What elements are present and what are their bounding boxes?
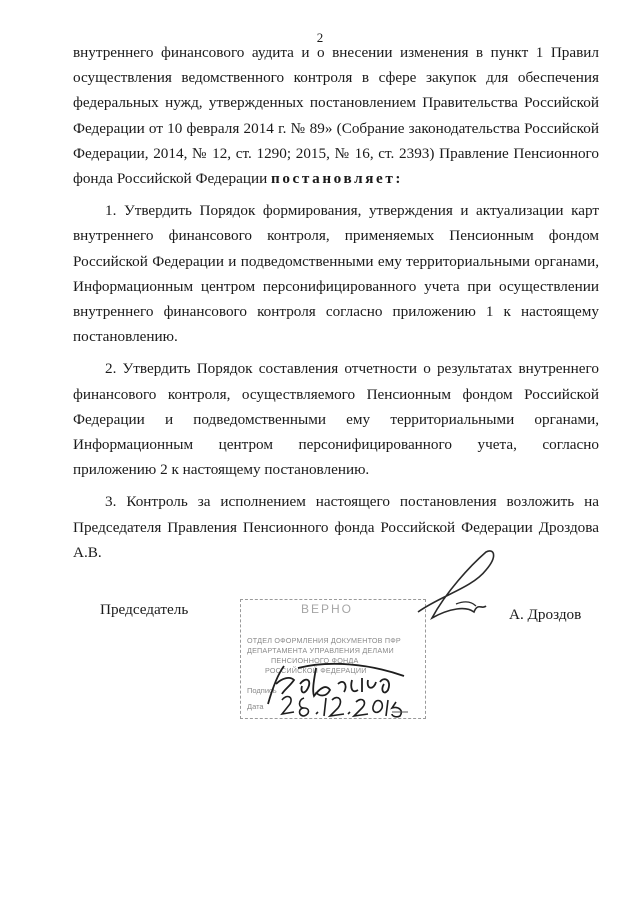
signatory-name: А. Дроздов [509,606,582,623]
stamp-handwritten-name [268,664,404,704]
paragraph-item-3 [73,489,599,565]
text-line: 2. Утвердить Порядок составления отчетности о результатах внутреннего [105,360,599,378]
stamp-heading: ВЕРНО [301,602,354,616]
text-line: внутреннего финансового контроля согласно приложению 1 к настоящему [73,303,599,321]
text-line: осуществления ведомственного контроля в сфере закупок для обеспечения [73,69,599,87]
text-line: фонда Российской Федерации [73,170,271,188]
text-line: Информационным центром персонифицированного учета, согласно [73,436,599,454]
text-line: Российской Федерации и подведомственными ему территориальными органами, [73,252,599,270]
text-line: постановлению. [73,328,178,346]
text-line: Председателя Правления Пенсионного фонда Российской Федерации [73,518,533,536]
text-line: Информационным центром персонифицированного учета при осуществлении [73,277,599,295]
text-line: 1. Утвердить Порядок формирования, утверждения и актуализации карт [105,202,599,220]
text-line: Федерации и подведомственными ему территориальными органами, [73,410,599,428]
paragraph-item-2 [73,356,599,482]
text-line: Федерации от 10 февраля 2014 г. № 89» (Собрание законодательства Российской [73,119,599,137]
text-line: финансового контроля, осуществляемого Пенсионным фондом Российской [73,385,599,403]
paragraph-preamble [73,40,599,191]
stamp-handwritten-date [282,697,401,717]
stamp-line: ОТДЕЛ ОФОРМЛЕНИЯ ДОКУМЕНТОВ ПФР [247,636,401,645]
text-line: Дроздова А.В. [73,518,599,561]
stamp-signature-label: Подпись [247,686,277,695]
text-line: внутреннего финансового контроля, применяемых Пенсионным фондом [73,227,599,245]
text-line: приложению 2 к настоящему постановлению. [73,461,370,479]
text-line: внутреннего финансового аудита и о внесении изменения в пункт 1 Правил [73,44,599,61]
document-body [73,40,599,565]
stamp-line: ДЕПАРТАМЕНТА УПРАВЛЕНИЯ ДЕЛАМИ [247,646,394,655]
stamp-line: ПЕНСИОННОГО ФОНДА [271,656,359,665]
page-number: 2 [316,30,324,45]
text-line: 3. Контроль за исполнением настоящего постановления возложить на [105,493,599,511]
stamp-line: РОССИЙСКОЙ ФЕДЕРАЦИИ [265,666,367,675]
resolves-keyword: постановляет: [271,170,404,188]
text-line: Федерации, 2014, № 12, ст. 1290; 2015, № 16, ст. 2393) Правление Пенсионного [73,144,599,162]
paragraph-item-1 [73,198,599,349]
signatory-title: Председатель [100,601,189,618]
text-line: федеральных нужд, утвержденных постановлением Правительства Российской [73,94,599,112]
certification-stamp [240,599,426,719]
stamp-date-label: Дата [247,702,264,711]
